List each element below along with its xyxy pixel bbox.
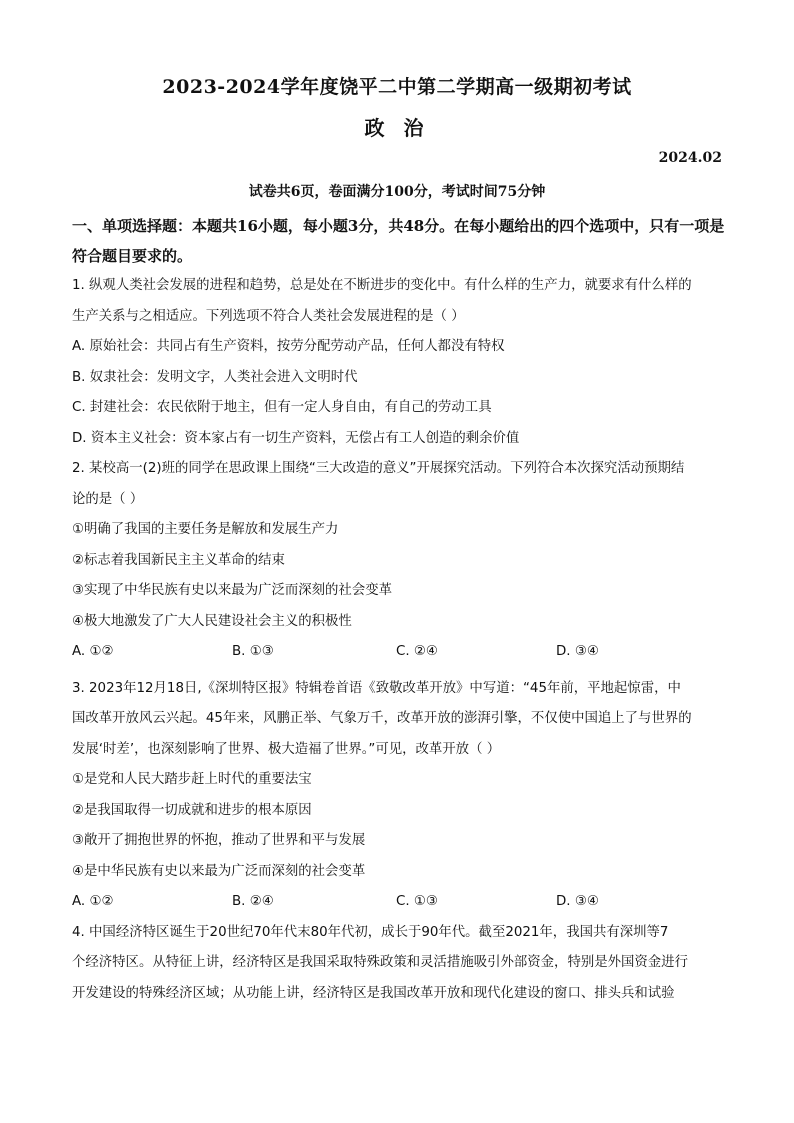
option-b: B. 奴隶社会：发明文字，人类社会进入文明时代 xyxy=(72,369,358,385)
section-heading: 一、单项选择题：本题共16小题，每小题3分，共48分。在每小题给出的四个选项中，只有一项是符合题目要求的。 xyxy=(72,217,725,265)
question-4 xyxy=(72,918,727,1010)
statement-2: ②标志着我国新民主主义革命的结束 xyxy=(72,552,285,568)
question-stem: 生产关系与之相适应。下列选项不符合人类社会发展进程的是（ ） xyxy=(72,308,465,324)
option-c: C. 封建社会：农民依附于地主，但有一定人身自由，有自己的劳动工具 xyxy=(72,400,492,415)
option-b: B. ①③ xyxy=(232,644,274,659)
statement-4: ④是中华民族有史以来最为广泛而深刻的社会变革 xyxy=(72,863,366,879)
option-c: C. ①③ xyxy=(396,894,438,909)
option-c: C. ②④ xyxy=(396,644,438,659)
statement-3: ③实现了中华民族有史以来最为广泛而深刻的社会变革 xyxy=(72,583,392,598)
statement-3: ③敞开了拥抱世界的怀抱，推动了世界和平与发展 xyxy=(72,833,366,848)
statement-2: ②是我国取得一切成就和进步的根本原因 xyxy=(72,802,312,818)
questions-body xyxy=(72,271,727,1009)
question-stem: 2. 某校高一(2)班的同学在思政课上围绕“三大改造的意义”开展探究活动。下列符合本次探究活动预期结 xyxy=(72,461,685,476)
statement-1: ①是党和人民大踏步赶上时代的重要法宝 xyxy=(72,772,312,787)
exam-date: 2024.02 xyxy=(658,150,722,166)
question-stem: 国改革开放风云兴起。45年来，风鹏正举、气象万千，改革开放的澎湃引擎，不仅使中国追上了与世界的 xyxy=(72,711,692,726)
question-3 xyxy=(72,674,727,918)
question-stem: 开发建设的特殊经济区域；从功能上讲，经济特区是我国改革开放和现代化建设的窗口、排头兵和试验 xyxy=(72,985,675,1001)
question-stem: 3. 2023年12月18日,《深圳特区报》特辑卷首语《致敬改革开放》中写道：“45年前，平地起惊雷，中 xyxy=(72,680,681,696)
question-stem: 发展‘时差’，也深刻影响了世界、极大造福了世界。”可见，改革开放（ ） xyxy=(72,741,501,757)
option-a: A. 原始社会：共同占有生产资料，按劳分配劳动产品，任何人都没有特权 xyxy=(72,339,505,354)
option-d: D. ③④ xyxy=(556,894,599,909)
question-1 xyxy=(72,271,727,454)
answer-options xyxy=(72,637,727,668)
question-stem: 论的是（ ） xyxy=(72,491,144,507)
option-a: A. ①② xyxy=(72,644,114,659)
exam-info: 试卷共6页，卷面满分100分，考试时间75分钟 xyxy=(248,184,546,200)
question-stem: 1. 纵观人类社会发展的进程和趋势，总是处在不断进步的变化中。有什么样的生产力，就要求有什么样的 xyxy=(72,278,692,293)
question-2 xyxy=(72,454,727,668)
exam-subject: 政 治 xyxy=(364,116,430,140)
statement-1: ①明确了我国的主要任务是解放和发展生产力 xyxy=(72,522,339,537)
question-stem: 个经济特区。从特征上讲，经济特区是我国采取特殊政策和灵活措施吸引外部资金，特别是外国资金进行 xyxy=(72,955,688,970)
question-stem: 4. 中国经济特区诞生于20世纪70年代末80年代初，成长于90年代。截至2021年，我国共有深圳等7 xyxy=(72,924,669,940)
option-a: A. ①② xyxy=(72,894,114,909)
option-b: B. ②④ xyxy=(232,894,274,909)
option-d: D. ③④ xyxy=(556,644,599,659)
statement-4: ④极大地激发了广大人民建设社会主义的积极性 xyxy=(72,613,352,629)
answer-options xyxy=(72,887,727,918)
exam-title: 2023-2024学年度饶平二中第二学期高一级期初考试 xyxy=(162,76,632,98)
option-d: D. 资本主义社会：资本家占有一切生产资料，无偿占有工人创造的剩余价值 xyxy=(72,430,520,446)
